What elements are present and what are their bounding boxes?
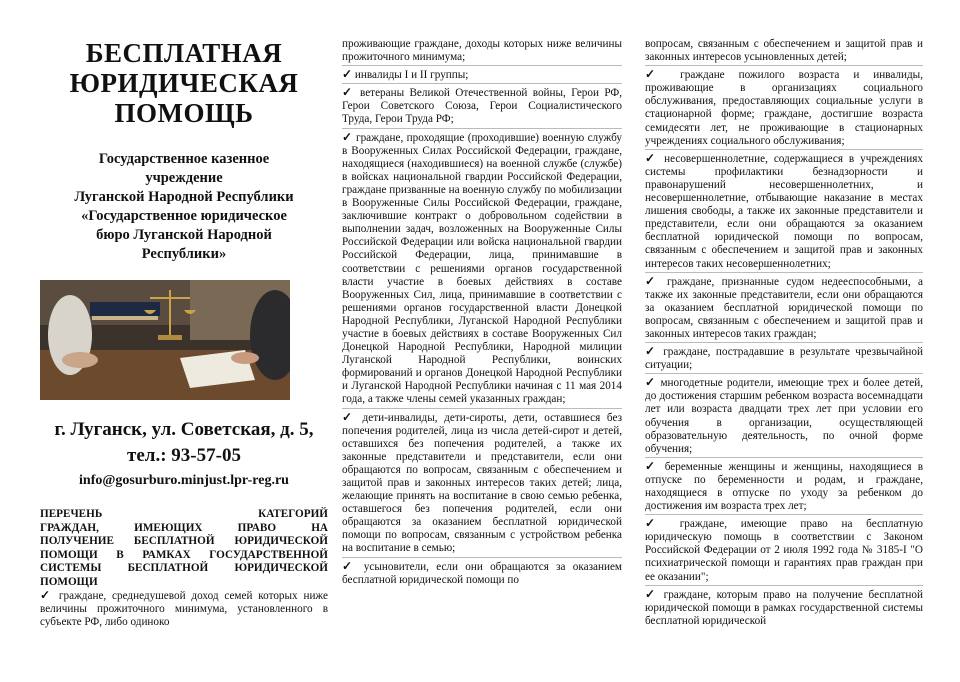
category-text: граждане, среднедушевой доход семей которых ниже величины прожиточного минимума, установленного в субъекте РФ, либо одиноко <box>40 590 328 629</box>
category-text: граждане, которым право на получение бесплатной юридической помощи в рамках государственной системы бесплатной юридической <box>645 588 923 627</box>
continuation-text: проживающие граждане, доходы которых ниже величины прожиточного минимума; <box>342 38 622 66</box>
left-column <box>40 34 328 630</box>
heading-line: ПЕРЕЧЕНЬ КАТЕГОРИЙ <box>40 508 328 520</box>
checkmark-icon: ✓ <box>342 85 355 100</box>
category-item <box>645 517 923 585</box>
heading-line: ПОМОЩИ В РАМКАХ ГОСУДАРСТВЕННОЙ <box>40 548 328 561</box>
org-line: «Государственное юридическое <box>81 208 287 224</box>
categories-heading <box>40 508 328 589</box>
checkmark-icon: ✓ <box>645 344 658 359</box>
category-item <box>645 68 923 150</box>
category-text: многодетные родители, имеющие трех и более детей, до достижения старшим ребенком возраста восемнадцати лет или возраста двадцати трех лет при условии его обучения в организации, осуществляющей образовательную деятельность, по очной форме обучения; <box>645 377 924 455</box>
heading-line: ПОЛУЧЕНИЕ БЕСПЛАТНОЙ ЮРИДИЧЕСКОЙ <box>40 535 328 547</box>
category-item <box>342 560 622 587</box>
category-text: беременные женщины и женщины, находящиеся в отпуске по беременности и родам, и граждане, находящиеся в отпуске по уходу за ребенком до достижения им возраста трех лет; <box>645 460 923 513</box>
category-item <box>342 86 622 128</box>
phone-number: тел.: 93-57-05 <box>127 445 241 466</box>
title-line: ЮРИДИЧЕСКАЯ <box>69 68 299 98</box>
category-text: граждане, имеющие право на бесплатную юридическую помощь в соответствии с Законом Российской Федерации от 2 июля 1992 года № 3185-I "О психиатрической помощи и гарантиях прав граждан при ее оказании"; <box>645 518 923 583</box>
category-text: граждане, пострадавшие в результате чрезвычайной ситуации; <box>645 346 923 372</box>
category-item <box>645 588 923 628</box>
category-text: граждане, проходящие (проходившие) военную службу в Вооруженных Силах Российской Федерации, граждане, находящиеся (находившиеся) на военной службе (службе) в войсках национальной гвардии Российской Федерации, граждане призванные на военную службу по мобилизации в Вооруженные Силы Российской Федерации, граждане, заключившие контракт о добровольном содействии в выполнении задач, возложенных на Вооруженные Силы Российской Федерации или войска национальной гвардии Российской Федерации, лица, принимавшие в соответствии с решениями органов государственной власти участие в боевых действиях в составе Вооруженных Сил, лица, принимавшие в соответствии с решениями органов государственной власти Донецкой Народной Республики, Луганской Народной Республики участие в боевых действиях в составе Вооруженных Сил Донецкой Народной Республики, Народной милиции Луганской Народной Республики, воинских формирований и органов Донецкой Народной Республики и Луганской Народной Республики начиная с 11 мая 2014 года, а также члены семей указанных граждан; <box>342 131 623 406</box>
title-line: БЕСПЛАТНАЯ <box>85 38 283 68</box>
checkmark-icon: ✓ <box>342 129 353 144</box>
category-text: усыновители, если они обращаются за оказанием бесплатной юридической помощи по <box>342 560 622 586</box>
org-line: учреждение <box>145 170 223 186</box>
right-column <box>645 38 923 629</box>
checkmark-icon: ✓ <box>645 516 666 531</box>
org-line: Луганской Народной Республики <box>74 189 294 205</box>
courtroom-photo-illustration <box>40 280 290 400</box>
category-item <box>40 589 328 629</box>
organization-name <box>40 150 328 264</box>
category-text: граждане, признанные судом недееспособными, а также их законные представители, если они обращаются за оказанием бесплатной юридической помощи по вопросам, связанным с обеспечением и защитой прав и законных интересов таких граждан; <box>645 275 924 340</box>
email-address: info@gosurburo.minjust.lpr-reg.ru <box>79 473 289 488</box>
title-line: ПОМОЩЬ <box>114 98 254 128</box>
category-item <box>645 345 923 374</box>
checkmark-icon: ✓ <box>342 409 356 424</box>
checkmark-icon: ✓ <box>645 458 659 473</box>
category-item <box>342 411 622 558</box>
checkmark-icon: ✓ <box>645 586 658 601</box>
checkmark-icon: ✓ <box>645 150 659 165</box>
category-text: ветераны Великой Отечественной войны, Герои РФ, Герои Советского Союза, Герои Социалистического Труда, Герои Труда РФ; <box>342 87 623 126</box>
heading-line: ГРАЖДАН, ИМЕЮЩИХ ПРАВО НА <box>40 521 328 534</box>
middle-column <box>342 38 622 588</box>
checkmark-icon: ✓ <box>342 67 353 82</box>
heading-line: СИСТЕМЫ БЕСПЛАТНОЙ ЮРИДИЧЕСКОЙ <box>40 562 328 574</box>
courtroom-photo <box>40 280 290 400</box>
page-title <box>40 38 328 128</box>
heading-line: ПОМОЩИ <box>40 575 98 588</box>
checkmark-icon: ✓ <box>342 558 357 573</box>
category-text: граждане пожилого возраста и инвалиды, проживающие в организациях социального обслуживания, предоставляющих социальные услуги в стационарной форме; граждане, достигшие возраста семидесяти лет, не проживающие в стационарных учреждениях социального обслуживания; <box>645 69 923 147</box>
category-item <box>342 131 622 409</box>
continuation-text: вопросам, связанным с обеспечением и защитой прав и законных интересов усыновленных детей; <box>645 38 923 66</box>
checkmark-icon: ✓ <box>645 273 660 288</box>
category-item <box>342 68 622 84</box>
category-item <box>645 275 923 343</box>
org-line: Государственное казенное <box>98 151 270 167</box>
category-text: несовершеннолетние, содержащиеся в учреждениях системы профилактики безнадзорности и правонарушений несовершеннолетних, и несовершеннолетние, отбывающие наказание в местах лишения свободы, а также их законные представители и представители, если они обращаются за оказанием бесплатной юридической помощи по вопросам, связанным с обеспечением и защитой прав и законных интересов таких несовершеннолетних; <box>645 152 923 270</box>
org-line: Республики» <box>141 246 227 262</box>
category-item <box>645 152 923 273</box>
checkmark-icon: ✓ <box>40 588 54 602</box>
address: г. Луганск, ул. Советская, д. 5, <box>54 419 314 440</box>
category-item <box>645 460 923 515</box>
checkmark-icon: ✓ <box>645 375 657 390</box>
category-text: дети-инвалиды, дети-сироты, дети, оставшиеся без попечения родителей, лица из числа детей-сирот и детей, оставшихся без попечения родителей, а также их законные представители и представители, если они обращаются по вопросам, связанным с обеспечением и защитой прав и законных интересов таких детей; лица, желающие принять на воспитание в свою семью ребенка, оставшегося без попечения родителей, если они обращаются за оказанием бесплатной юридической помощи по вопросам, связанным с устройством ребенка на воспитание в семью; <box>342 411 622 555</box>
category-text: инвалиды I и II группы; <box>354 69 469 82</box>
checkmark-icon: ✓ <box>645 67 667 82</box>
org-line: бюро Луганской Народной <box>96 227 272 243</box>
category-item <box>645 376 923 458</box>
